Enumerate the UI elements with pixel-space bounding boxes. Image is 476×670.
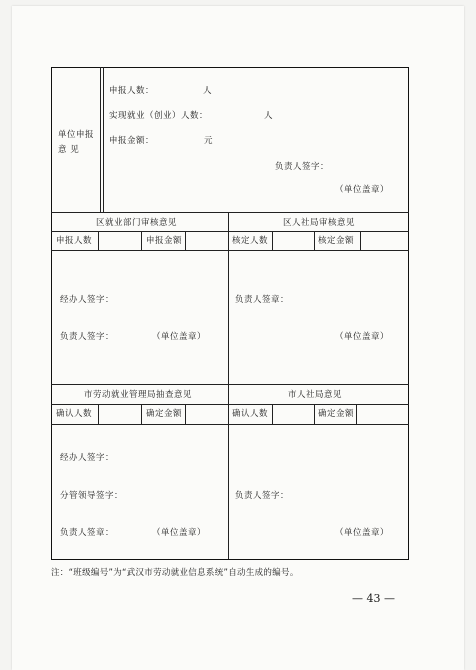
district-soc-col-sep1 [272, 231, 273, 250]
table-right-border [408, 67, 409, 560]
district-subheader-top [51, 231, 409, 232]
city-labor-col1: 确认人数 [56, 409, 93, 419]
city-labor-col-sep2 [141, 404, 142, 424]
city-labor-header: 市劳动就业管理局抽查意见 [84, 390, 193, 400]
district-soc-responsible-sign: 负责人签章： [235, 295, 290, 305]
district-emp-col1: 申报人数 [56, 236, 93, 246]
city-labor-handler-sign: 经办人签字： [60, 453, 115, 463]
district-soc-col-sep2 [314, 231, 315, 250]
city-social-col-sep2 [314, 404, 315, 424]
apply-amount-label: 申报金额： [109, 136, 155, 146]
district-emp-col-sep3 [185, 231, 186, 250]
city-middle-divider [228, 384, 229, 559]
table-top-border [51, 67, 409, 68]
city-social-col-sep3 [356, 404, 357, 424]
district-social-header: 区人社局审核意见 [283, 218, 356, 228]
city-social-header: 市人社局意见 [288, 390, 343, 400]
page-number: — 43 — [352, 592, 395, 605]
city-subheader-bottom [51, 424, 409, 425]
unit-inner-edge [103, 67, 104, 212]
table-left-border [51, 67, 52, 560]
district-emp-col2: 申报金额 [146, 236, 183, 246]
district-subheader-bottom [51, 250, 409, 251]
apply-amount-unit: 元 [204, 136, 214, 146]
apply-count-unit: 人 [203, 86, 213, 96]
district-soc-col1: 核定人数 [232, 236, 269, 246]
city-labor-col-sep3 [185, 404, 186, 424]
unit-seal: （单位盖章） [335, 185, 390, 195]
district-employment-header: 区就业部门审核意见 [96, 218, 178, 228]
city-social-seal: （单位盖章） [335, 528, 390, 538]
district-emp-responsible-sign: 负责人签字： [60, 332, 115, 342]
footnote: 注：“班级编号”为“武汉市劳动就业信息系统”自动生成的编号。 [51, 568, 299, 578]
district-middle-divider [228, 212, 229, 384]
city-top-line [51, 384, 409, 385]
district-emp-col-sep1 [98, 231, 99, 250]
district-emp-seal: （单位盖章） [152, 332, 207, 342]
unit-side-label-line2: 意 见 [58, 145, 80, 155]
employed-count-label: 实现就业（创业）人数： [109, 111, 209, 121]
employed-count-unit: 人 [264, 111, 274, 121]
city-social-responsible-sign: 负责人签字： [235, 491, 290, 501]
district-top-line [51, 212, 409, 213]
city-social-col-sep1 [272, 404, 273, 424]
city-labor-responsible-sign: 负责人签章： [60, 528, 115, 538]
district-emp-col-sep2 [141, 231, 142, 250]
city-labor-col2: 确定金额 [146, 409, 183, 419]
city-social-col2: 确定金额 [318, 409, 355, 419]
city-labor-seal: （单位盖章） [152, 528, 207, 538]
city-social-col1: 确认人数 [232, 409, 269, 419]
unit-responsible-sign: 负责人签字： [275, 162, 330, 172]
unit-divider [100, 67, 101, 212]
district-soc-seal: （单位盖章） [335, 332, 390, 342]
unit-side-label-line1: 单位申报 [58, 130, 95, 140]
table-bottom-border [51, 559, 409, 560]
district-soc-col2: 核定金额 [318, 236, 355, 246]
apply-count-label: 申报人数： [109, 86, 155, 96]
city-labor-leader-sign: 分管领导签字： [60, 491, 124, 501]
city-labor-col-sep1 [98, 404, 99, 424]
district-emp-handler-sign: 经办人签字： [60, 295, 115, 305]
district-soc-col-sep3 [360, 231, 361, 250]
